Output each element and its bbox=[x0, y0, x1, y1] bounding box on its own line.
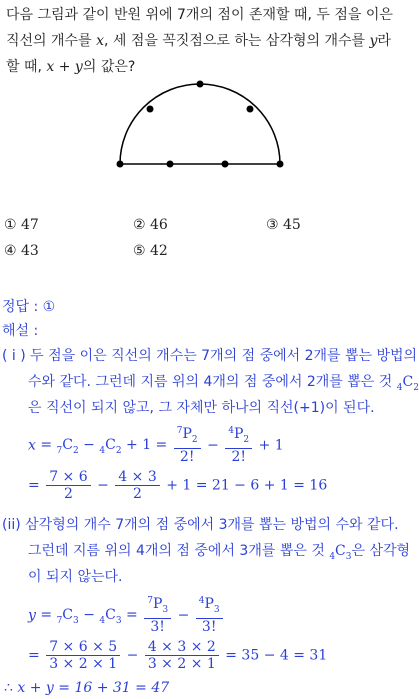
semicircle-figure bbox=[0, 75, 400, 195]
point-arc-right bbox=[247, 106, 254, 113]
problem-line-2 bbox=[6, 30, 391, 52]
point-diameter-3 bbox=[222, 161, 229, 168]
problem-line-1 bbox=[6, 4, 393, 26]
point-diameter-1 bbox=[117, 161, 124, 168]
part1-text-2: 수와 같다. 그런데 지름 위의 4개의 점 중에서 2개를 뽑은 것 bbox=[28, 374, 393, 390]
semicircle-arc bbox=[120, 84, 280, 164]
var-x: x bbox=[96, 33, 104, 49]
choice-2[interactable]: ② 46 bbox=[133, 217, 168, 233]
var-y: y bbox=[369, 33, 378, 49]
point-arc-top bbox=[197, 81, 204, 88]
part2-equation-1: $y = _7C_3 - _4C_3$ = $\frac{^7P_3}{3!}$ − $\frac{^4P_3}{3!}$ bbox=[28, 596, 225, 635]
choice-3[interactable]: ③ 45 bbox=[266, 217, 301, 233]
part2-mark: (ii) bbox=[2, 517, 21, 533]
part2-line-1 bbox=[2, 514, 399, 534]
problem-text-2a: 직선의 개수를 bbox=[6, 33, 92, 49]
problem-text-2c: 라 bbox=[377, 33, 391, 49]
part1-line-2: 수와 같다. 그런데 지름 위의 4개의 점 중에서 2개를 뽑은 것 $_4C_2$ bbox=[28, 374, 419, 393]
part2-text-2: 그런데 지름 위의 4개의 점 중에서 3개를 뽑은 것 bbox=[28, 543, 325, 559]
part2-equation-2: = $\frac{7 \times 6 \times 5}{3 \times 2 \times 1}$ − $\frac{4 \times 3 \times 2}{3 \times 2 \times 1}$ = 35 − 4 = 31 bbox=[28, 639, 328, 672]
explanation-label: 해설 : bbox=[2, 323, 39, 339]
part1-equation-1: $x = _7C_2 - _4C_2 + 1$ = $\frac{^7P_2}{2!}$ − $\frac{^4P_2}{2!}$ + 1 bbox=[28, 426, 284, 465]
point-arc-left bbox=[147, 106, 154, 113]
part2-line-3 bbox=[28, 566, 123, 586]
part1-text-3: 은 직선이 되지 않고, 그 자체만 하나의 직선(+1)이 된다. bbox=[28, 400, 375, 416]
answer-label: 정답 : ① bbox=[2, 299, 56, 315]
part1-equation-2: = $\frac{7 \times 6}{2}$ − $\frac{4 \times 3}{2}$ + 1 = 21 − 6 + 1 = 16 bbox=[28, 469, 328, 502]
choice-5[interactable]: ⑤ 42 bbox=[133, 243, 168, 259]
conclusion-text: x + y = 16 + 31 = 47 bbox=[17, 680, 170, 696]
part1-text-1: 두 점을 이은 직선의 개수는 7개의 점 중에서 2개를 뽑는 방법의 bbox=[30, 348, 418, 364]
part1-line-3 bbox=[28, 397, 375, 417]
point-diameter-4 bbox=[277, 161, 284, 168]
problem-text-3a: 할 때, bbox=[6, 59, 42, 75]
problem-text-2b: , 세 점을 꼭짓점으로 하는 삼각형의 개수를 bbox=[103, 33, 366, 49]
expr-x-plus-y: x + y bbox=[46, 59, 83, 75]
point-diameter-2 bbox=[167, 161, 174, 168]
problem-text-1: 다음 그림과 같이 반원 위에 7개의 점이 존재할 때, 두 점을 이은 bbox=[6, 7, 393, 23]
part1-mark: ( i ) bbox=[2, 348, 26, 364]
conclusion bbox=[4, 680, 169, 696]
therefore-symbol: ∴ bbox=[4, 680, 13, 696]
problem-text-3b: 의 값은? bbox=[82, 59, 136, 75]
part2-line-2: 그런데 지름 위의 4개의 점 중에서 3개를 뽑은 것 $_4C_3$은 삼각형 bbox=[28, 543, 411, 562]
part2-text-1: 삼각형의 개수 7개의 점 중에서 3개를 뽑는 방법의 수와 같다. bbox=[25, 517, 399, 533]
part1-line-1 bbox=[2, 345, 417, 365]
choice-4[interactable]: ④ 43 bbox=[4, 243, 39, 259]
part2-text-3: 이 되지 않는다. bbox=[28, 569, 123, 585]
choice-1[interactable]: ① 47 bbox=[4, 217, 39, 233]
